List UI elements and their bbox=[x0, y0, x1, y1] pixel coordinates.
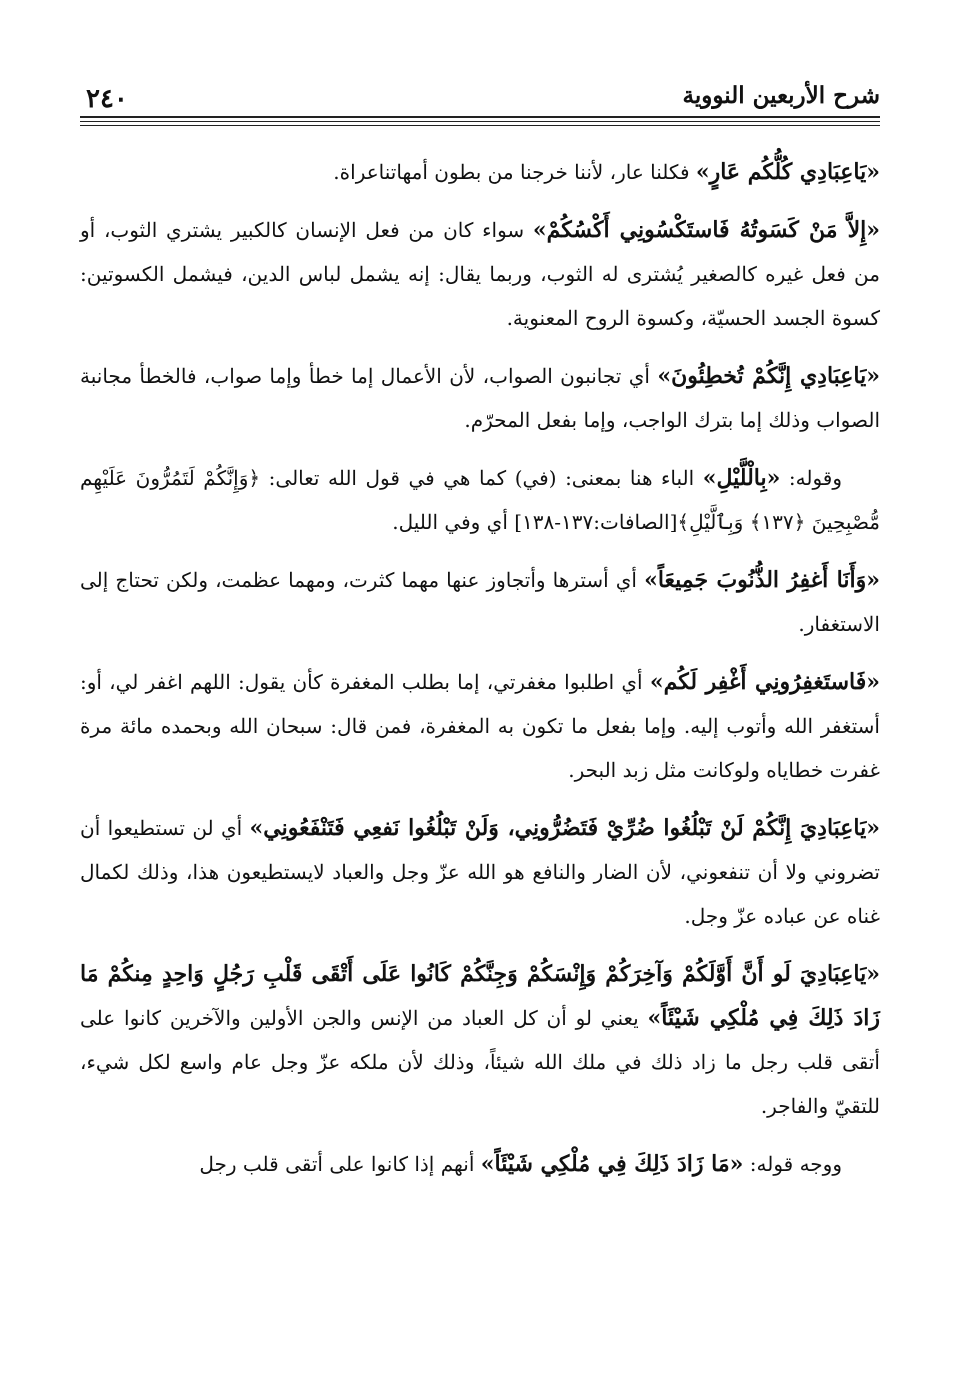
page-header bbox=[80, 78, 880, 112]
commentary-text: الباء هنا بمعنى: (في) كما هي في قول الله تعالى: bbox=[260, 466, 703, 490]
page-number: ٢٤٠ bbox=[86, 84, 128, 114]
paragraph bbox=[80, 354, 880, 442]
commentary-text: أي تجانبون الصواب، لأن الأعمال إما خطأ وإما صواب، فالخطأ مجانبة الصواب وذلك إما بترك الواجب، وإما بفعل المحرّم. bbox=[80, 364, 880, 432]
header-rule bbox=[80, 116, 880, 118]
hadith-quote: «فَاستَغفِرُونِي أَغْفِر لَكُم» bbox=[649, 669, 880, 695]
hadith-quote: «إِلاَّ مَنْ كَسَوتُهُ فَاستَكْسُونِي أَكْسُكُمْ» bbox=[532, 217, 880, 243]
paragraph bbox=[80, 1142, 880, 1186]
hadith-quote: «يَاعِبَادِي كُلُّكُم عَارٍ» bbox=[695, 159, 880, 185]
hadith-quote: «يَاعِبَادِيَ لَو أَنَّ أَوَّلَكُمْ وَآخِرَكُمْ وَإِنْسَكُمْ وَجِنَّكُمْ كَانُوا عَلَى أَتْقَى قَلْبِ رَجُلٍ وَاحِدٍ مِنكُمْ مَا زَادَ ذَلِكَ فِي مُلْكِي شَيْئَاً» bbox=[80, 961, 880, 1031]
hadith-quote: «وَأَنَا أَغفِرُ الذُّنُوبَ جَمِيعَاً» bbox=[644, 567, 880, 593]
commentary-text: أي أسترها وأتجاوز عنها مهما كثرت، ومهما عظمت، ولكن تحتاج إلى الاستغفار. bbox=[80, 568, 880, 636]
commentary-text: أي لن تستطيعوا أن تضروني ولا أن تنفعوني، لأن الضار والنافع هو الله عزّ وجل والعباد لايستطيعون هذا، وذلك لكمال غناه عن عباده عزّ وجل. bbox=[80, 816, 880, 928]
lead-text: ووجه قوله: bbox=[743, 1152, 842, 1176]
paragraph bbox=[80, 660, 880, 792]
commentary-text: سواء كان من فعل الإنسان كالكبير يشتري الثوب، أو من فعل غيره كالصغير يُشترى له الثوب، وربما يقال: إنه يشمل لباس الدين، فيشمل الكسوتين: كسوة الجسد الحسيّة، وكسوة الروح المعنوية. bbox=[80, 218, 880, 330]
paragraph bbox=[80, 558, 880, 646]
hadith-quote: «بِالْلَّيْلِ» bbox=[702, 465, 781, 491]
header-rule bbox=[80, 121, 880, 122]
running-title: شرح الأربعين النووية bbox=[682, 82, 880, 109]
commentary-text: أي اطلبوا مغفرتي، إما بطلب المغفرة كأن يقول: اللهم اغفر لي، أو: أستغفر الله وأتوب إليه. وإما بفعل ما تكون به المغفرة، فمن قال: سبحان الله وبحمده مائة مرة غفرت خطاياه ولوكانت مثل زبد البحر. bbox=[80, 670, 880, 782]
paragraph bbox=[80, 806, 880, 938]
quran-verse: ﴿وَإِنَّكُمْ لَتَمُرُّونَ عَلَيْهِم مُّصْبِحِينَ ﴿١٣٧﴾ وَبِٱلَّيْلِ﴾ bbox=[80, 466, 880, 534]
paragraph bbox=[80, 952, 880, 1128]
hadith-quote: «يَاعِبَادِي إِنَّكُمْ تُخطِئُونَ» bbox=[657, 363, 881, 389]
paragraph bbox=[80, 208, 880, 340]
paragraph bbox=[80, 456, 880, 544]
hadith-quote: «يَاعِبَادِيَ إِنَّكُمْ لَنْ تَبْلُغُوا ضُرِّيْ فَتَضُرُّونِي، وَلَنْ تَبْلُغُوا نَفعِي فَتَنْفَعُونِي» bbox=[249, 815, 880, 841]
commentary-text: فكلنا عار، لأننا خرجنا من بطون أمهاتناعراة. bbox=[333, 160, 696, 184]
page-body bbox=[80, 150, 880, 1200]
commentary-text: يعني لو أن كل العباد من الإنس والجن الأولين والآخرين كانوا على أتقى قلب رجل ما زاد ذلك في ملك الله شيئاً، وذلك لأن ملكه عزّ وجل عام واسع لكل شيء، للتقيّ والفاجر. bbox=[80, 1006, 880, 1118]
header-rule bbox=[80, 125, 880, 126]
verse-reference: [الصافات:١٣٧-١٣٨] أي وفي الليل. bbox=[392, 510, 678, 534]
commentary-text: أنهم إذا كانوا على أتقى قلب رجل bbox=[199, 1152, 481, 1176]
lead-text: وقوله: bbox=[780, 466, 843, 490]
hadith-quote: «مَا زَادَ ذَلِكَ فِي مُلْكِي شَيْئَاً» bbox=[480, 1151, 744, 1177]
paragraph bbox=[80, 150, 880, 194]
